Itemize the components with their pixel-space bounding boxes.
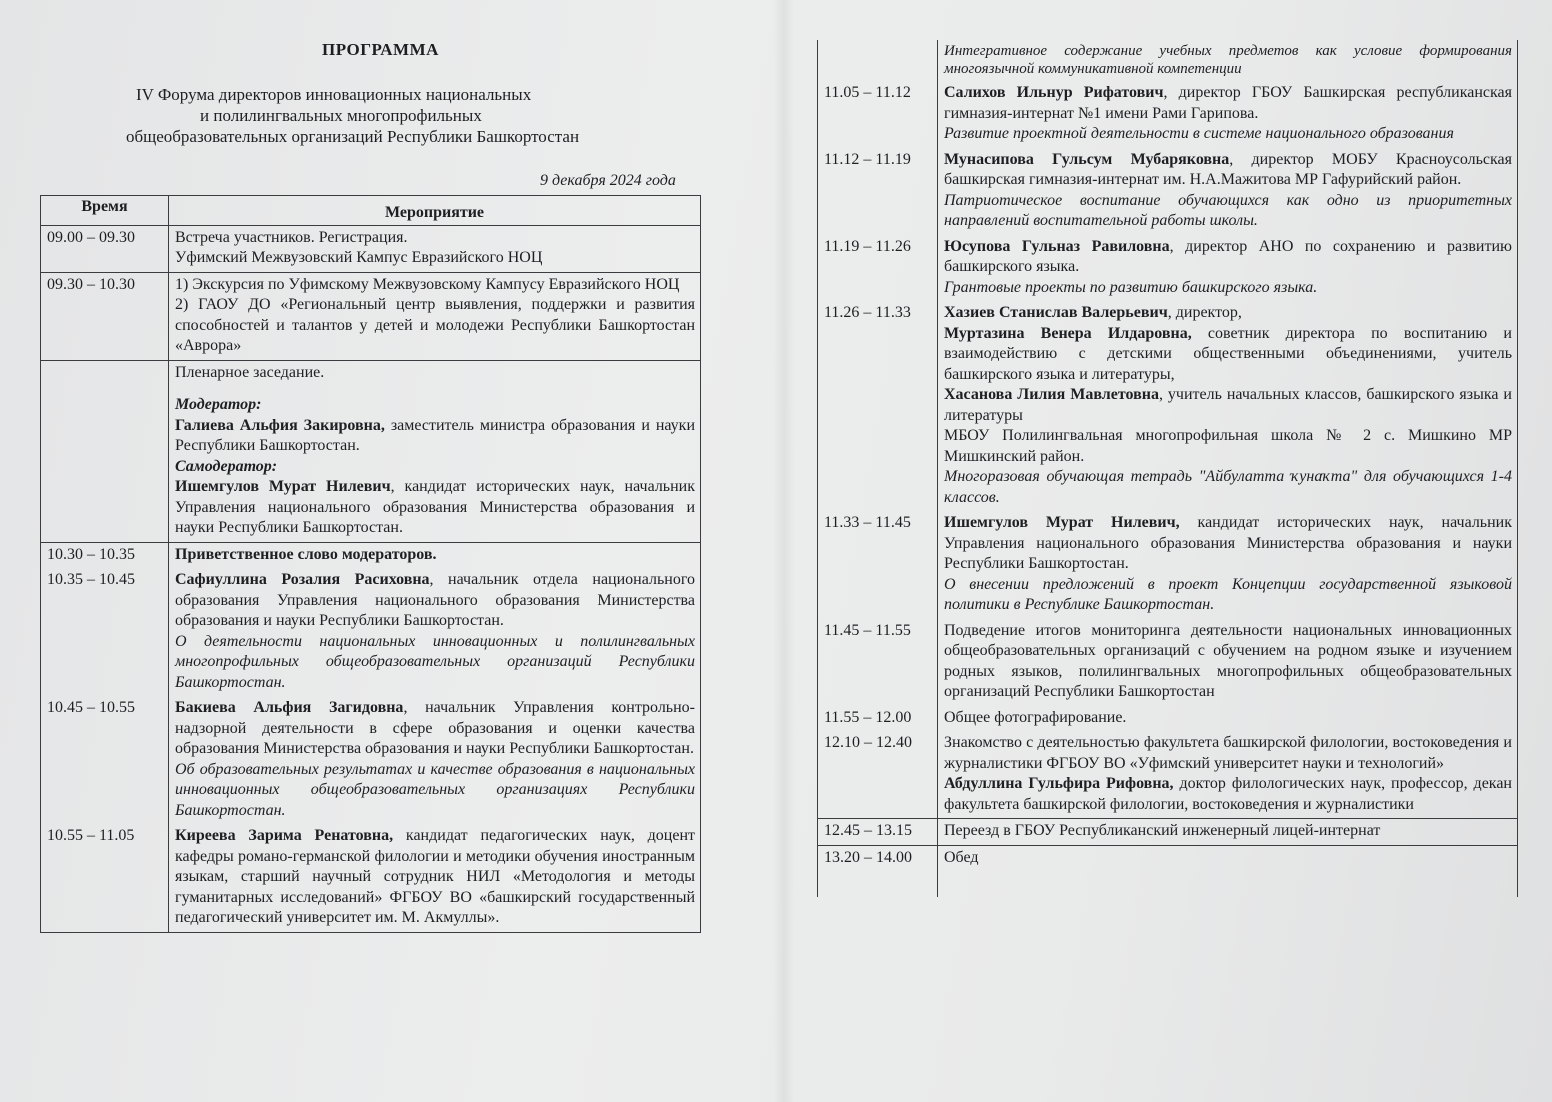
speaker-name: Киреева Зарима Ренатовна,	[175, 827, 394, 844]
talk-topic: Об образовательных результатах и качестве образования в национальных инновационных общеобразовательных организациях Республики Башкортостан.	[175, 760, 695, 819]
event-line: Уфимский Межвузовский Кампус Евразийского НОЦ	[175, 249, 543, 266]
speaker-role: , учитель начальных классов, башкирского языка и литературы	[944, 386, 1512, 424]
table-row	[41, 824, 701, 932]
speaker-name: Юсупова Гульназ Равиловна	[944, 237, 1170, 255]
comoderator-name: Ишемгулов Мурат Нилевич	[175, 478, 391, 495]
speaker-role: , директор,	[1167, 304, 1242, 321]
table-row	[818, 301, 1518, 511]
talk-topic: Многоразовая обучающая тетрадь "Айбулатта ҡунаҡта" для обучающихся 1-4 классов.	[944, 468, 1512, 506]
speaker-role: , директор МОБУ Красноусольская башкирская гимназия-интернат им. Н.А.Мажитова МР Гафурийский район.	[944, 150, 1512, 188]
speaker-name: Абдуллина Гульфира Рифовна,	[944, 775, 1174, 792]
speaker-name: Ишемгулов Мурат Нилевич,	[944, 514, 1180, 531]
time-cell	[41, 360, 169, 542]
event-cell: Обед	[938, 845, 1518, 897]
table-row	[41, 360, 701, 542]
speaker-name: Сафиуллина Розалия Расиховна	[175, 571, 430, 588]
event-line: 1) Экскурсия по Уфимскому Межвузовскому Кампусу Евразийского НОЦ	[175, 275, 680, 293]
speaker-name: Муртазина Венера Илдаровна,	[944, 324, 1192, 342]
time-cell: 10.55 – 11.05	[41, 824, 169, 932]
welcome-speech: Приветственное слово модераторов.	[175, 545, 437, 563]
time-cell: 11.05 – 11.12	[818, 81, 938, 148]
subtitle-line: и полилингвальных многопрофильных	[200, 106, 482, 125]
speaker-role: , начальник отдела национального образования Управления национального образования Министерства образования и науки Республики Башкортостан.	[175, 571, 695, 629]
plenary-label: Пленарное заседание.	[175, 363, 325, 381]
time-cell: 11.12 – 11.19	[818, 148, 938, 235]
event-cell	[938, 301, 1518, 511]
school-name: МБОУ Полилингвальная многопрофильная школа № 2 с. Мишкино МР Мишкинский район.	[944, 427, 1512, 465]
time-cell: 09.00 – 09.30	[41, 225, 169, 272]
time-cell: 12.45 – 13.15	[818, 819, 938, 846]
table-row	[818, 81, 1518, 148]
table-row	[41, 542, 701, 568]
event-cell	[938, 81, 1518, 148]
event-cell: Общее фотографирование.	[938, 706, 1518, 732]
forum-subtitle	[118, 84, 638, 147]
table-row	[818, 148, 1518, 235]
time-cell: 11.26 – 11.33	[818, 301, 938, 511]
talk-topic: Развитие проектной деятельности в системе национального образования	[944, 125, 1454, 142]
time-cell: 13.20 – 14.00	[818, 845, 938, 897]
program-date: 9 декабря 2024 года	[540, 172, 676, 189]
speaker-name: Салихов Ильнур Рифатович	[944, 84, 1164, 101]
table-row	[41, 696, 701, 824]
table-row	[818, 235, 1518, 302]
event-cell: Подведение итогов мониторинга деятельности национальных инновационных общеобразовательных организаций с обучением на родном языке и изучением родных языков, полилингвальных многопрофильных общеобразовательных организаций Республики Башкортостан	[938, 619, 1518, 706]
moderator-role: заместитель министра образования и науки Республики Башкортостан.	[175, 416, 696, 454]
time-column-header: Время	[41, 196, 169, 226]
talk-topic: Интегративное содержание учебных предметов как условие формирования многоязычной коммуникативной компетенции	[938, 40, 1518, 81]
speaker-role: , начальник Управления контрольно-надзорной деятельности в сфере образования и оценки качества образования Министерства образования и науки Республики Башкортостан.	[175, 699, 695, 757]
table-row	[41, 568, 701, 696]
time-cell: 12.10 – 12.40	[818, 731, 938, 819]
subtitle-line: общеобразовательных организаций Республики Башкортостан	[126, 127, 580, 146]
event-cell: Переезд в ГБОУ Республиканский инженерный лицей-интернат	[938, 819, 1518, 846]
event-cell	[938, 511, 1518, 619]
talk-topic: О деятельности национальных инновационных и полилингвальных многопрофильных общеобразовательных организаций Республики Башкортостан.	[175, 632, 695, 691]
page-title: ПРОГРАММА	[322, 40, 439, 59]
table-row	[818, 706, 1518, 732]
event-line: 2) ГАОУ ДО «Региональный центр выявления, поддержки и развития способностей и талантов у детей и молодежи Республики Башкортостан «Аврора»	[175, 296, 695, 354]
comoderator-label: Самодератор:	[175, 457, 278, 475]
time-cell: 10.45 – 10.55	[41, 696, 169, 824]
time-cell	[818, 40, 938, 81]
event-cell	[169, 696, 701, 824]
table-row	[818, 40, 1518, 81]
speaker-role: , директор ГБОУ Башкирская республиканская гимназия-интернат №1 имени Рами Гарипова.	[944, 84, 1512, 122]
table-row	[818, 619, 1518, 706]
talk-topic: О внесении предложений в проект Концепции государственной языковой политики в Республике Башкортостан.	[944, 575, 1512, 613]
event-cell	[938, 148, 1518, 235]
speaker-name: Бакиева Альфия Загидовна	[175, 699, 404, 716]
time-cell: 11.45 – 11.55	[818, 619, 938, 706]
subtitle-line: IV Форума директоров инновационных национальных	[136, 85, 532, 104]
speaker-name: Мунасипова Гульсум Мубаряковна	[944, 150, 1230, 168]
moderator-name: Галиева Альфия Закировна,	[175, 416, 385, 434]
event-cell	[169, 272, 701, 360]
time-cell: 09.30 – 10.30	[41, 272, 169, 360]
speaker-role: кандидат исторических наук, начальник Управления национального образования Министерства образования и науки Республики Башкортостан.	[944, 514, 1512, 572]
event-cell	[169, 824, 701, 932]
event-cell	[938, 731, 1518, 819]
table-row	[818, 511, 1518, 619]
time-cell: 10.35 – 10.45	[41, 568, 169, 696]
speaker-role: советник директора по воспитанию и взаимодействию с детскими общественными объединениями, учитель башкирского языка и литературы,	[944, 324, 1512, 383]
schedule-table-left	[40, 195, 701, 933]
speaker-role: доктор филологических наук, профессор, декан факультета башкирской филологии, востоковедения и журналистики	[944, 775, 1512, 813]
speaker-name: Хазиев Станислав Валерьевич	[944, 304, 1168, 321]
table-row	[818, 731, 1518, 819]
time-cell: 11.55 – 12.00	[818, 706, 938, 732]
event-column-header: Мероприятие	[169, 196, 701, 226]
moderator-label: Модератор:	[175, 396, 262, 413]
table-row	[818, 845, 1518, 897]
time-cell: 11.19 – 11.26	[818, 235, 938, 302]
event-text: Знакомство с деятельностью факультета башкирской филологии, востоковедения и журналистики ФГБОУ ВО «Уфимский университет науки и технологий»	[944, 734, 1512, 772]
speaker-role: , директор АНО по сохранению и развитию башкирского языка.	[944, 237, 1512, 275]
event-cell	[169, 360, 701, 542]
event-cell	[169, 542, 701, 568]
table-row	[41, 225, 701, 272]
speaker-name: Хасанова Лилия Мавлетовна	[944, 386, 1159, 403]
talk-topic: Грантовые проекты по развитию башкирского языка.	[944, 278, 1318, 296]
table-header-row	[41, 196, 701, 226]
event-cell	[169, 568, 701, 696]
event-cell	[169, 225, 701, 272]
table-row	[818, 819, 1518, 846]
page-fold	[773, 0, 795, 1102]
event-cell	[938, 235, 1518, 302]
table-row	[41, 272, 701, 360]
talk-topic: Патриотическое воспитание обучающихся как одно из приоритетных направлений воспитательной работы школы.	[944, 191, 1512, 229]
time-cell: 10.30 – 10.35	[41, 542, 169, 568]
comoderator-role: , кандидат исторических наук, начальник Управления национального образования Министерства образования и науки Республики Башкортостан.	[175, 478, 695, 536]
time-cell: 11.33 – 11.45	[818, 511, 938, 619]
event-line: Встреча участников. Регистрация.	[175, 228, 408, 246]
speaker-role: кандидат педагогических наук, доцент кафедры романо-германской филологии и методики обучения иностранным языкам, старший научный сотрудник НИЛ «Методология и методы гуманитарных исследований» ФГБОУ ВО «башкирский государственный педагогический университет им. М. Акмуллы».	[175, 827, 695, 926]
schedule-table-right	[817, 40, 1518, 897]
